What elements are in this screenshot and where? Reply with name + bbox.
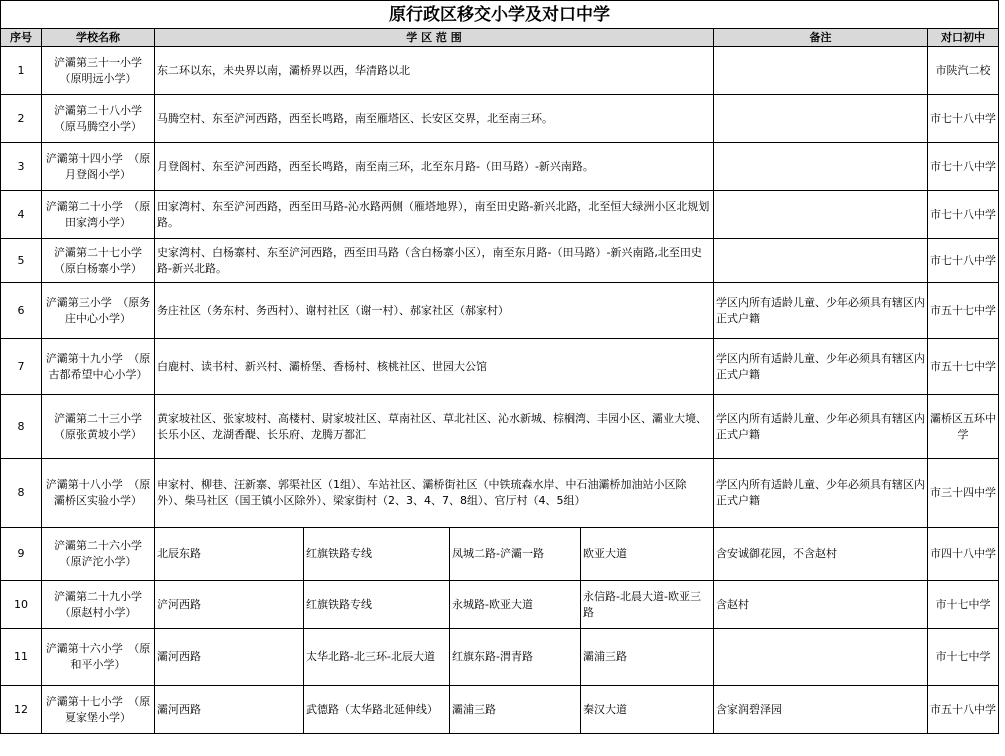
table-row — [1, 143, 999, 191]
row-middle: 市五十七中学 — [928, 339, 999, 395]
row-boundary-3: 凤城二路-浐灞一路 — [450, 528, 581, 581]
row-range: 黄家坡社区、张家坡村、高楼村、尉家坡社区、草南社区、草北社区、沁水新城、棕榈湾、丰园小区、灞业大境、长乐小区、龙湖香醍、长乐府、龙腾万都汇 — [155, 395, 714, 459]
row-range: 务庄社区（务东村、务西村）、谢村社区（谢一村）、郝家社区（郝家村） — [155, 283, 714, 339]
header-middle: 对口初中 — [928, 29, 999, 47]
row-school: 浐灞第十六小学 （原和平小学） — [42, 629, 155, 686]
row-note — [714, 143, 928, 191]
row-middle: 灞桥区五环中学 — [928, 395, 999, 459]
row-boundary-1: 浐河西路 — [155, 581, 304, 629]
row-seq: 8 — [1, 459, 42, 528]
row-boundary-4: 秦汉大道 — [581, 686, 714, 734]
row-note — [714, 191, 928, 239]
row-range: 东二环以东，未央界以南，灞桥界以西，华清路以北 — [155, 47, 714, 95]
row-school: 浐灞第二十九小学（原赵村小学） — [42, 581, 155, 629]
row-boundary-2: 红旗铁路专线 — [304, 581, 450, 629]
row-note — [714, 239, 928, 283]
row-seq: 1 — [1, 47, 42, 95]
table-row — [1, 95, 999, 143]
row-note — [714, 629, 928, 686]
row-seq: 10 — [1, 581, 42, 629]
row-seq: 9 — [1, 528, 42, 581]
row-seq: 12 — [1, 686, 42, 734]
header-note: 备注 — [714, 29, 928, 47]
row-boundary-2: 太华北路-北三环-北辰大道 — [304, 629, 450, 686]
row-note — [714, 95, 928, 143]
row-seq: 4 — [1, 191, 42, 239]
row-boundary-2: 红旗铁路专线 — [304, 528, 450, 581]
row-school: 浐灞第十八小学 （原灞桥区实验小学） — [42, 459, 155, 528]
row-range: 申家村、柳巷、汪新寨、郭渠社区（1组）、车站社区、灞桥街社区（中铁琉森水岸、中石油灞桥加油站小区除外）、柴马社区（国王镇小区除外）、梁家街村（2、3、4、7、8组）、官厅村（4、5组） — [155, 459, 714, 528]
row-boundary-4: 永信路-北晨大道-欧亚三路 — [581, 581, 714, 629]
row-seq: 6 — [1, 283, 42, 339]
row-note: 含安诚御花园，不含赵村 — [714, 528, 928, 581]
row-boundary-4: 欧亚大道 — [581, 528, 714, 581]
row-middle: 市四十八中学 — [928, 528, 999, 581]
row-middle: 市七十八中学 — [928, 143, 999, 191]
row-seq: 5 — [1, 239, 42, 283]
row-note: 学区内所有适龄儿童、少年必须具有辖区内正式户籍 — [714, 283, 928, 339]
table-row — [1, 528, 999, 581]
table-row — [1, 191, 999, 239]
row-middle: 市五十八中学 — [928, 686, 999, 734]
table-row — [1, 47, 999, 95]
row-boundary-1: 灞河西路 — [155, 686, 304, 734]
row-seq: 8 — [1, 395, 42, 459]
table-row — [1, 686, 999, 734]
table-row — [1, 629, 999, 686]
row-note: 含赵村 — [714, 581, 928, 629]
row-range: 马腾空村、东至浐河西路，西至长鸣路，南至雁塔区、长安区交界，北至南三环。 — [155, 95, 714, 143]
row-boundary-3: 红旗东路-渭青路 — [450, 629, 581, 686]
row-boundary-2: 武德路（太华路北延伸线） — [304, 686, 450, 734]
table-row — [1, 581, 999, 629]
table-row — [1, 395, 999, 459]
row-boundary-3: 灞浦三路 — [450, 686, 581, 734]
row-boundary-1: 北辰东路 — [155, 528, 304, 581]
table-title: 原行政区移交小学及对口中学 — [1, 1, 999, 29]
row-school: 浐灞第三十一小学（原明远小学） — [42, 47, 155, 95]
row-range: 月登阁村、东至浐河西路，西至长鸣路，南至南三环，北至东月路-（田马路）-新兴南路。 — [155, 143, 714, 191]
row-middle: 市五十七中学 — [928, 283, 999, 339]
row-middle: 市十七中学 — [928, 629, 999, 686]
row-school: 浐灞第二十六小学（原浐沱小学） — [42, 528, 155, 581]
row-note: 含家润碧泽园 — [714, 686, 928, 734]
row-note: 学区内所有适龄儿童、少年必须具有辖区内正式户籍 — [714, 339, 928, 395]
row-school: 浐灞第二十小学 （原田家湾小学） — [42, 191, 155, 239]
row-school: 浐灞第十九小学 （原古都希望中心小学） — [42, 339, 155, 395]
table-row — [1, 459, 999, 528]
row-middle: 市七十八中学 — [928, 95, 999, 143]
header-school: 学校名称 — [42, 29, 155, 47]
row-school: 浐灞第二十八小学（原马腾空小学） — [42, 95, 155, 143]
row-seq: 11 — [1, 629, 42, 686]
row-school: 浐灞第三小学 （原务庄中心小学） — [42, 283, 155, 339]
row-note: 学区内所有适龄儿童、少年必须具有辖区内正式户籍 — [714, 459, 928, 528]
header-district: 学 区 范 围 — [155, 29, 714, 47]
row-seq: 3 — [1, 143, 42, 191]
row-seq: 7 — [1, 339, 42, 395]
row-school: 浐灞第二十七小学（原白杨寨小学） — [42, 239, 155, 283]
row-middle: 市十七中学 — [928, 581, 999, 629]
row-school: 浐灞第二十三小学（原张黄坡小学） — [42, 395, 155, 459]
header-seq: 序号 — [1, 29, 42, 47]
row-range: 白鹿村、读书村、新兴村、灞桥堡、香杨村、核桃社区、世园大公馆 — [155, 339, 714, 395]
row-middle: 市七十八中学 — [928, 239, 999, 283]
row-boundary-3: 永城路-欧亚大道 — [450, 581, 581, 629]
row-seq: 2 — [1, 95, 42, 143]
table-row — [1, 239, 999, 283]
row-boundary-1: 灞河西路 — [155, 629, 304, 686]
row-range: 史家湾村、白杨寨村、东至浐河西路，西至田马路（含白杨寨小区），南至东月路-（田马路）-新兴南路,北至田史路-新兴北路。 — [155, 239, 714, 283]
row-school: 浐灞第十七小学 （原夏家堡小学） — [42, 686, 155, 734]
table-row — [1, 283, 999, 339]
row-middle: 市陕汽二校 — [928, 47, 999, 95]
table-row — [1, 339, 999, 395]
row-note — [714, 47, 928, 95]
row-middle: 市七十八中学 — [928, 191, 999, 239]
row-boundary-4: 灞浦三路 — [581, 629, 714, 686]
row-note: 学区内所有适龄儿童、少年必须具有辖区内正式户籍 — [714, 395, 928, 459]
row-middle: 市三十四中学 — [928, 459, 999, 528]
row-range: 田家湾村、东至浐河西路，西至田马路-沁水路两侧（雁塔地界），南至田史路-新兴北路，北至恒大绿洲小区北规划路。 — [155, 191, 714, 239]
row-school: 浐灞第十四小学 （原月登阁小学） — [42, 143, 155, 191]
header-row — [1, 29, 999, 47]
